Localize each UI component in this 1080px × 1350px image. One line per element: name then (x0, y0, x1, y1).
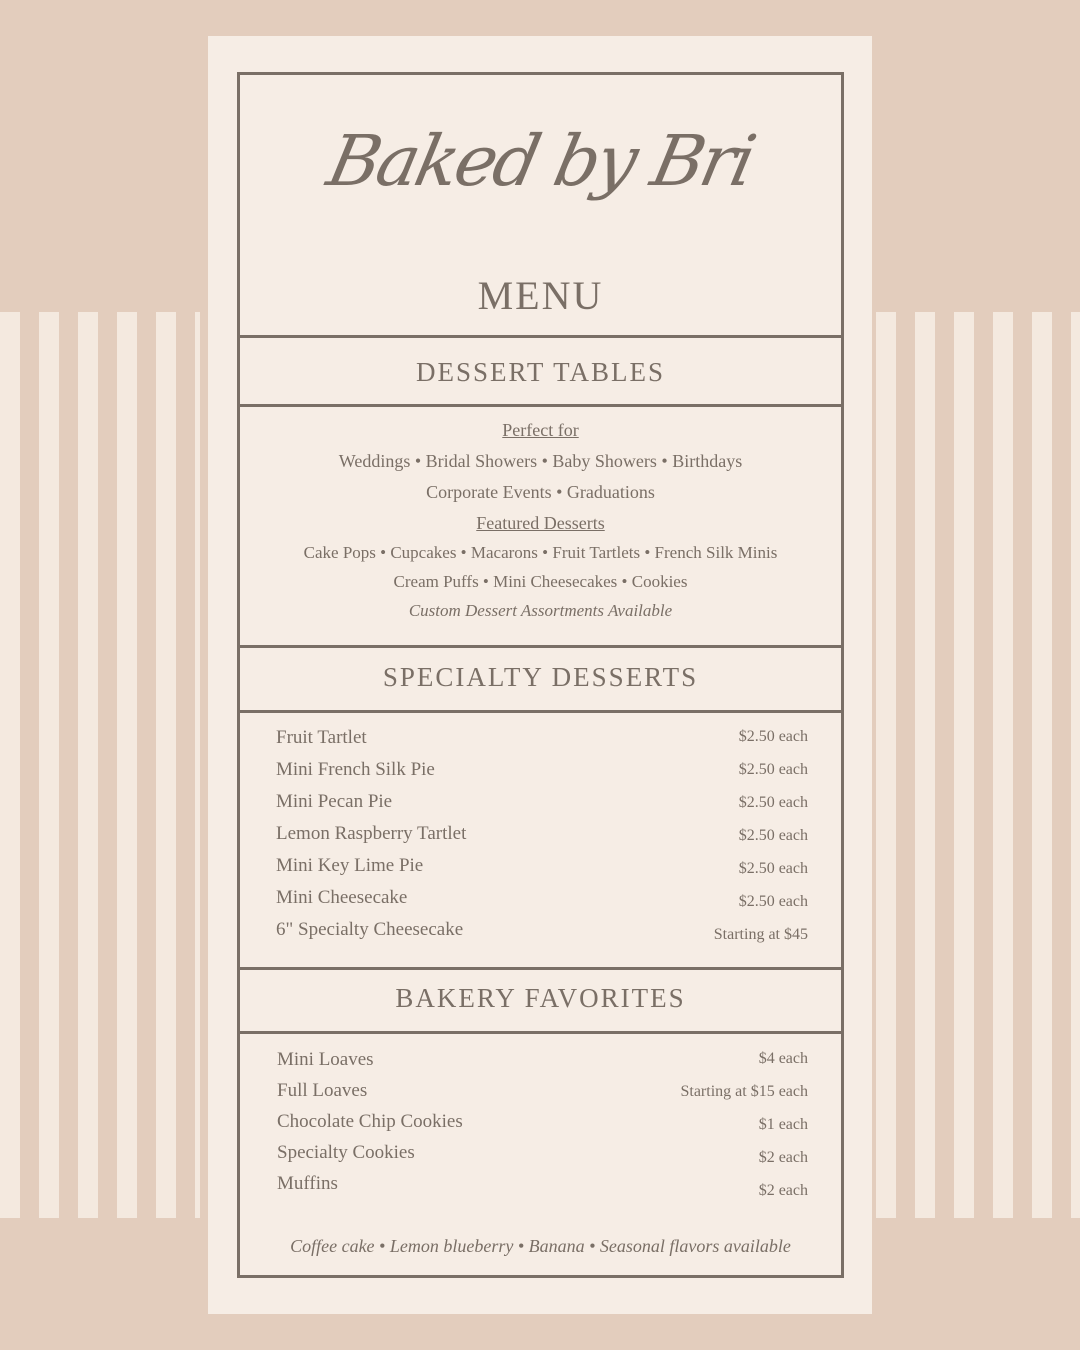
bakery-favorites-heading: BAKERY FAVORITES (395, 983, 686, 1013)
featured-desserts-label: Featured Desserts (476, 513, 605, 533)
menu-item-price: $4 each (758, 1050, 808, 1067)
menu-item-name: Mini Loaves (277, 1049, 374, 1070)
menu-item-name: 6" Specialty Cheesecake (276, 919, 464, 940)
menu-item-name: Mini French Silk Pie (276, 759, 435, 780)
events-line-2: Corporate Events • Graduations (426, 482, 655, 502)
menu-item-name: Mini Cheesecake (276, 887, 408, 908)
perfect-for-label: Perfect for (502, 420, 579, 440)
menu-item-price: $2.50 each (738, 893, 808, 910)
stripe-pattern-right (876, 312, 1080, 1218)
featured-line-2: Cream Puffs • Mini Cheesecakes • Cookies (393, 572, 688, 591)
menu-item-name: Full Loaves (277, 1080, 368, 1101)
menu-item-name: Muffins (277, 1173, 338, 1194)
menu-item-price: $2.50 each (738, 860, 808, 877)
menu-item-price: Starting at $45 (713, 926, 808, 943)
menu-item-price: Starting at $15 each (680, 1083, 808, 1100)
menu-item-price: $2.50 each (738, 827, 808, 844)
menu-item-price: $1 each (758, 1116, 808, 1133)
menu-item-name: Specialty Cookies (277, 1142, 415, 1163)
menu-item-price: $2 each (758, 1182, 808, 1199)
menu-item-price: $2.50 each (738, 728, 808, 745)
menu-item-name: Lemon Raspberry Tartlet (276, 823, 467, 844)
specialty-desserts-heading: SPECIALTY DESSERTS (382, 662, 699, 692)
menu-item-name: Chocolate Chip Cookies (277, 1111, 463, 1132)
featured-line-1: Cake Pops • Cupcakes • Macarons • Fruit Tartlets • French Silk Minis (303, 543, 778, 562)
flavors-note: Coffee cake • Lemon blueberry • Banana • Seasonal flavors available (290, 1236, 791, 1256)
menu-item-name: Mini Key Lime Pie (276, 855, 424, 876)
stripe-pattern-left (0, 312, 200, 1218)
menu-item-name: Fruit Tartlet (276, 727, 367, 748)
events-line-1: Weddings • Bridal Showers • Baby Showers • Birthdays (338, 451, 743, 471)
menu-item-name: Mini Pecan Pie (276, 791, 393, 812)
menu-item-price: $2.50 each (738, 761, 808, 778)
dessert-tables-heading: DESSERT TABLES (415, 357, 665, 387)
custom-assortments-note: Custom Dessert Assortments Available (408, 601, 673, 620)
menu-item-price: $2 each (758, 1149, 808, 1166)
menu-label: MENU (477, 273, 604, 318)
brand-title: Baked by Bri (320, 120, 761, 202)
menu-item-price: $2.50 each (738, 794, 808, 811)
